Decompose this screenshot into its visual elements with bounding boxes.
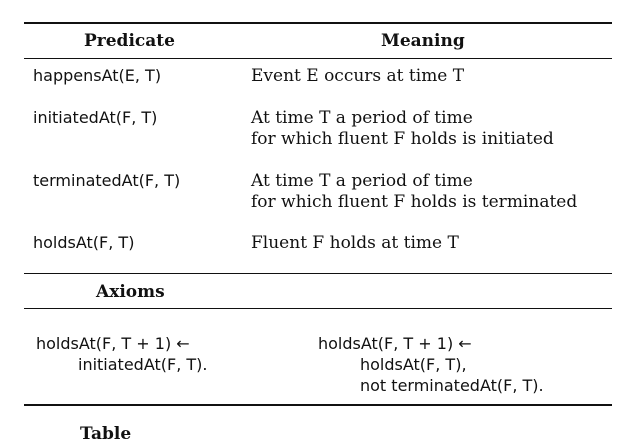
meaning-line: Fluent F holds at time T [251, 233, 459, 253]
axiom-2 [318, 333, 544, 396]
meaning-line: At time T a period of time [251, 108, 473, 128]
axiom-1 [36, 333, 207, 375]
meaning-line: for which fluent F holds is terminated [251, 192, 578, 212]
meaning-line: Event E occurs at time T [251, 66, 465, 86]
predicate-cell: holdsAt(F, T) [33, 233, 135, 252]
axiom-line: not terminatedAt(F, T). [360, 376, 544, 395]
section-rule [24, 273, 612, 274]
header-rule [24, 58, 612, 59]
column-header-meaning: Meaning [381, 31, 465, 51]
column-header-predicate: Predicate [84, 31, 175, 51]
meaning-cell [251, 171, 577, 213]
axioms-header: Axioms [96, 282, 165, 302]
meaning-cell [251, 233, 459, 254]
meaning-cell [251, 108, 554, 150]
axioms-header-rule [24, 308, 612, 309]
axiom-line: holdsAt(F, T + 1) ← [36, 334, 190, 353]
table-caption: Table [80, 424, 132, 444]
meaning-cell [251, 66, 464, 87]
predicate-cell: happensAt(E, T) [33, 66, 162, 85]
axiom-line: holdsAt(F, T), [360, 355, 467, 374]
axiom-line: initiatedAt(F, T). [78, 355, 208, 374]
predicate-cell: terminatedAt(F, T) [33, 171, 181, 190]
meaning-line: for which fluent F holds is initiated [251, 129, 554, 149]
bottom-rule [24, 404, 612, 406]
predicate-cell: initiatedAt(F, T) [33, 108, 158, 127]
axiom-line: holdsAt(F, T + 1) ← [318, 334, 472, 353]
meaning-line: At time T a period of time [251, 171, 473, 191]
top-rule [24, 22, 612, 24]
